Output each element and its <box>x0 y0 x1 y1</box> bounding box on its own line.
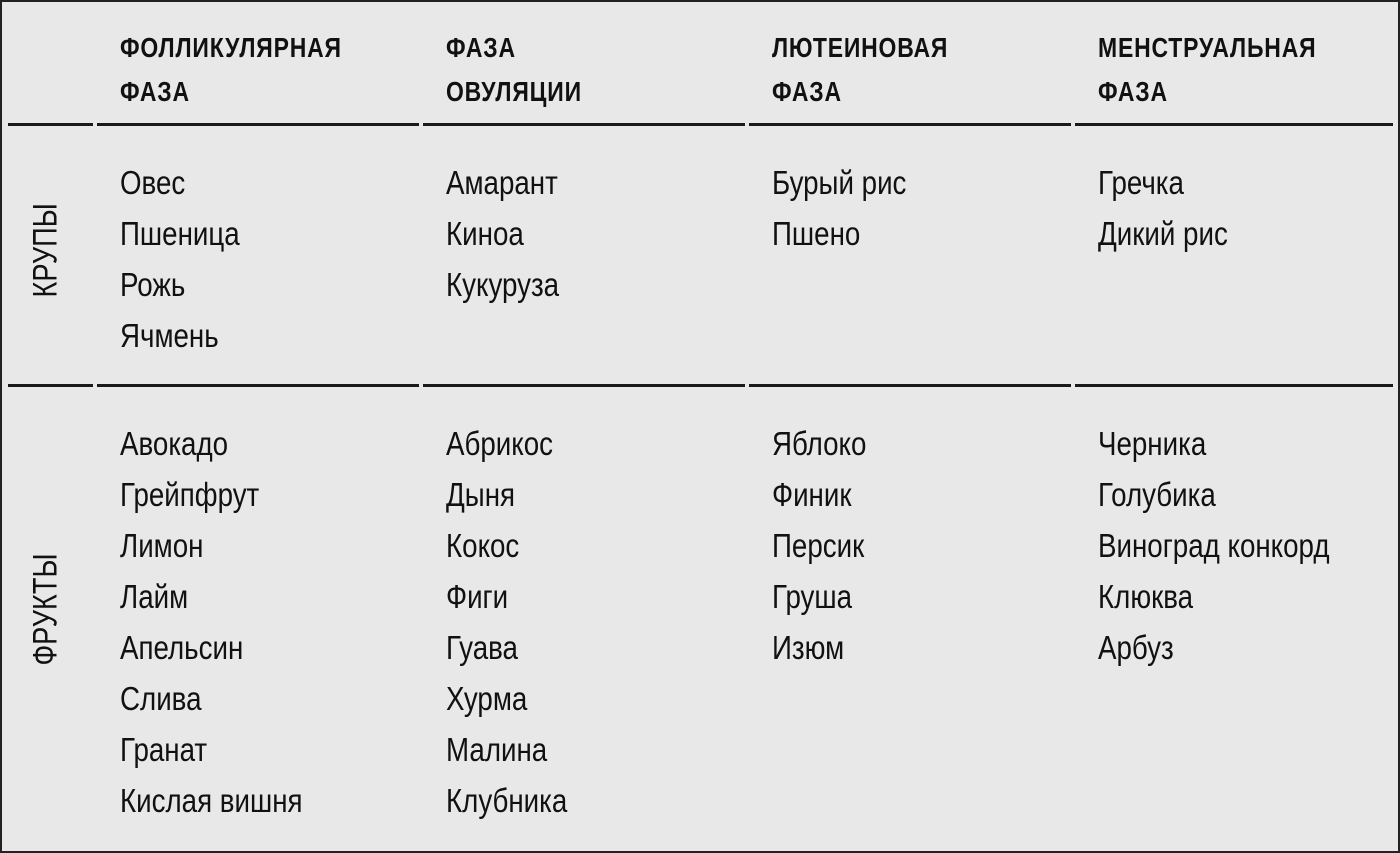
list-item: Малина <box>446 731 548 768</box>
list-item: Овес <box>120 164 186 201</box>
list-item: Кокос <box>446 527 520 564</box>
cell-list <box>120 418 303 826</box>
cell-list <box>772 157 906 259</box>
cell-list <box>446 418 567 826</box>
list-item: Авокадо <box>120 425 229 462</box>
column-header-menstrual <box>1098 26 1316 114</box>
list-item: Пшено <box>772 215 861 252</box>
list-item: Фиги <box>446 578 509 615</box>
column-header-luteal <box>772 26 948 114</box>
list-item: Апельсин <box>120 629 244 666</box>
cell-list <box>1098 157 1228 259</box>
list-item: Финик <box>772 476 852 513</box>
list-item: Слива <box>120 680 202 717</box>
list-item: Гранат <box>120 731 208 768</box>
list-item: Рожь <box>120 266 186 303</box>
divider <box>97 123 419 126</box>
list-item: Персик <box>772 527 865 564</box>
list-item: Яблоко <box>772 425 867 462</box>
list-item: Кислая вишня <box>120 782 303 819</box>
divider <box>97 384 419 387</box>
divider <box>749 384 1071 387</box>
list-item: Киноа <box>446 215 524 252</box>
list-item: Виноград конкорд <box>1098 527 1330 564</box>
divider <box>8 123 93 126</box>
list-item: Пшеница <box>120 215 240 252</box>
list-item: Клубника <box>446 782 568 819</box>
row-label-grains: КРУПЫ <box>26 203 65 298</box>
cell-list <box>120 157 240 361</box>
list-item: Гуава <box>446 629 518 666</box>
column-header-line: ОВУЛЯЦИИ <box>446 76 582 107</box>
cell-list <box>772 418 866 673</box>
list-item: Хурма <box>446 680 528 717</box>
list-item: Дыня <box>446 476 516 513</box>
divider <box>423 123 745 126</box>
divider <box>423 384 745 387</box>
divider <box>1075 123 1393 126</box>
list-item: Дикий рис <box>1098 215 1228 252</box>
column-header-line: ФАЗА <box>1098 76 1168 107</box>
list-item: Ячмень <box>120 317 219 354</box>
list-item: Изюм <box>772 629 845 666</box>
divider <box>1075 384 1393 387</box>
list-item: Грейпфрут <box>120 476 260 513</box>
column-header-line: ФАЗА <box>120 76 190 107</box>
list-item: Гречка <box>1098 164 1184 201</box>
list-item: Черника <box>1098 425 1207 462</box>
list-item: Груша <box>772 578 853 615</box>
cell-list <box>446 157 559 310</box>
column-header-ovulation <box>446 26 582 114</box>
divider <box>8 384 93 387</box>
column-header-line: ЛЮТЕИНОВАЯ <box>772 32 949 63</box>
list-item: Кукуруза <box>446 266 560 303</box>
column-header-line: ФАЗА <box>446 32 516 63</box>
list-item: Голубика <box>1098 476 1216 513</box>
list-item: Клюква <box>1098 578 1194 615</box>
list-item: Бурый рис <box>772 164 907 201</box>
column-header-follicular <box>120 26 342 114</box>
column-header-line: ФОЛЛИКУЛЯРНАЯ <box>120 32 342 63</box>
cell-list <box>1098 418 1329 673</box>
list-item: Амарант <box>446 164 558 201</box>
column-header-line: ФАЗА <box>772 76 842 107</box>
row-label-fruits: ФРУКТЫ <box>26 553 65 666</box>
divider <box>749 123 1071 126</box>
list-item: Арбуз <box>1098 629 1174 666</box>
list-item: Лайм <box>120 578 189 615</box>
column-header-line: МЕНСТРУАЛЬНАЯ <box>1098 32 1317 63</box>
list-item: Абрикос <box>446 425 553 462</box>
list-item: Лимон <box>120 527 204 564</box>
